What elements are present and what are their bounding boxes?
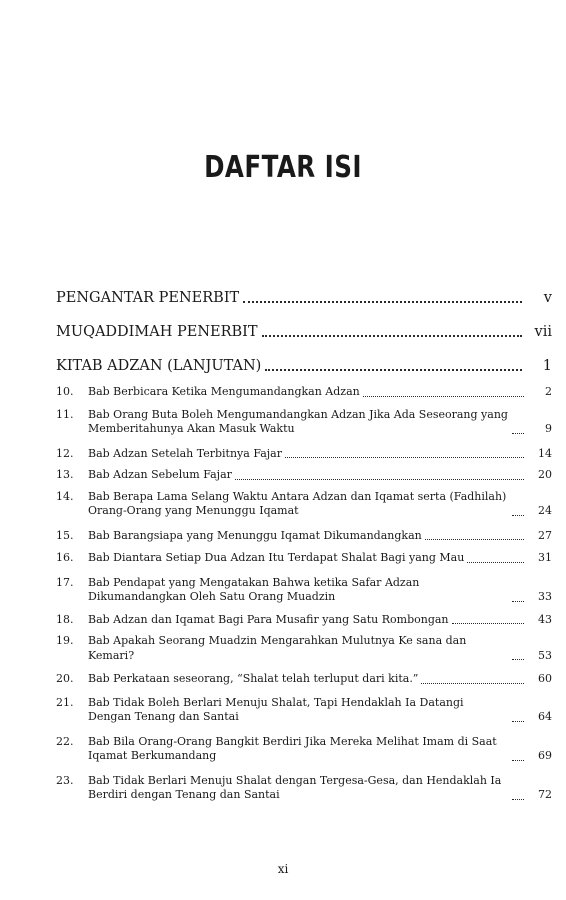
dot-leader [235, 478, 524, 480]
entry-title: Bab Adzan Setelah Terbitnya Fajar [88, 446, 282, 460]
dot-leader [262, 334, 522, 337]
toc-entry [56, 447, 552, 462]
dot-leader [512, 600, 524, 602]
entry-title: Bab Bila Orang-Orang Bangkit Berdiri Jika Mereka Melihat Imam di Saat Iqamat Berkumandang [88, 734, 497, 762]
entry-number: 23. [56, 773, 74, 787]
dot-leader [467, 561, 524, 563]
toc-entry [56, 735, 552, 764]
major-entries [56, 273, 552, 375]
entry-number: 18. [56, 612, 74, 626]
entry-number: 15. [56, 528, 74, 542]
entry-page-number: 24 [538, 504, 552, 517]
toc-entry [56, 385, 552, 400]
entry-title: Bab Pendapat yang Mengatakan Bahwa ketika Safar Adzan Dikumandangkan Oleh Satu Orang Muadzin [88, 575, 420, 603]
toc-major-entry [56, 307, 552, 341]
entry-title: Bab Perkataan seseorang, “Shalat telah terluput dari kita.” [88, 672, 419, 685]
entry-number: 11. [56, 407, 74, 421]
entry-number: 12. [56, 446, 74, 460]
entry-page-number: 27 [538, 528, 552, 542]
entry-title: Bab Berapa Lama Selang Waktu Antara Adzan dan Iqamat serta (Fadhilah) Orang-Orang yang Menunggu Iqamat [88, 489, 507, 517]
entry-page-number: 64 [538, 710, 552, 723]
entry-number: 19. [56, 634, 74, 647]
dot-leader [243, 300, 522, 303]
toc-entry [56, 696, 552, 725]
footer-page-number: xi [277, 862, 289, 876]
entry-page-number: 33 [538, 590, 552, 603]
entry-page-number: 53 [538, 648, 552, 662]
dot-leader [512, 759, 524, 761]
entry-title: Bab Adzan dan Iqamat Bagi Para Musafir yang Satu Rombongan [88, 612, 449, 626]
entry-page-number: 1 [542, 358, 552, 374]
entry-title: Bab Adzan Sebelum Fajar [88, 468, 232, 481]
toc-major-entry [56, 273, 552, 307]
toc-entry [56, 551, 552, 566]
entry-page-number: vii [534, 324, 552, 340]
dot-leader [512, 798, 524, 800]
dot-leader [265, 368, 522, 371]
entry-number: 13. [56, 468, 74, 481]
entry-title: Bab Apakah Seorang Muadzin Mengarahkan Mulutnya Ke sana dan Kemari? [88, 634, 467, 662]
entry-title: Bab Tidak Berlari Menuju Shalat dengan Tergesa-Gesa, dan Hendaklah Ia Berdiri dengan Tenang dan Santai [88, 773, 502, 801]
toc-entry [56, 408, 552, 437]
toc-major-entry [56, 341, 552, 375]
dot-leader [512, 432, 524, 434]
dot-leader [512, 658, 524, 660]
entry-title: MUQADDIMAH PENERBIT [56, 324, 258, 340]
entry-number: 16. [56, 551, 74, 564]
entry-page-number: 43 [538, 612, 552, 626]
dot-leader [512, 514, 524, 516]
entry-number: 20. [56, 672, 74, 685]
dot-leader [512, 720, 524, 722]
entry-number: 10. [56, 385, 74, 398]
entry-page-number: 20 [538, 468, 552, 481]
dot-leader [452, 622, 524, 624]
toc-entry [56, 634, 552, 663]
entry-number: 17. [56, 575, 74, 589]
dot-leader [285, 456, 524, 458]
entry-number: 22. [56, 734, 74, 748]
page-title: DAFTAR ISI [204, 150, 362, 185]
entry-page-number: 14 [538, 446, 552, 460]
toc-entry [56, 672, 552, 687]
toc-entry [56, 774, 552, 803]
toc-entry [56, 490, 552, 519]
entry-number: 14. [56, 489, 74, 503]
entry-title: Bab Tidak Boleh Berlari Menuju Shalat, Tapi Hendaklah Ia Datangi Dengan Tenang dan Santai [88, 695, 464, 723]
toc-entry [56, 468, 552, 483]
chapter-entries [56, 385, 552, 803]
entry-page-number: 31 [538, 551, 552, 564]
dot-leader [425, 538, 524, 540]
entry-title: KITAB ADZAN (LANJUTAN) [56, 358, 262, 374]
entry-page-number: 2 [545, 385, 552, 398]
toc-entry [56, 529, 552, 544]
entry-page-number: v [543, 290, 552, 306]
entry-page-number: 72 [538, 788, 552, 801]
entry-title: Bab Diantara Setiap Dua Adzan Itu Terdapat Shalat Bagi yang Mau [88, 551, 465, 564]
dot-leader [363, 395, 524, 397]
toc-entry [56, 613, 552, 628]
table-of-contents [56, 273, 552, 803]
entry-title: PENGANTAR PENERBIT [56, 290, 240, 306]
dot-leader [421, 682, 524, 684]
entry-page-number: 9 [545, 422, 552, 435]
entry-title: Bab Berbicara Ketika Mengumandangkan Adzan [88, 385, 360, 398]
entry-title: Bab Barangsiapa yang Menunggu Iqamat Dikumandangkan [88, 528, 422, 542]
entry-title: Bab Orang Buta Boleh Mengumandangkan Adzan Jika Ada Seseorang yang Memberitahunya Akan Masuk Waktu [88, 407, 508, 435]
toc-entry [56, 576, 552, 605]
entry-page-number: 60 [538, 672, 552, 685]
entry-number: 21. [56, 695, 74, 709]
entry-page-number: 69 [538, 749, 552, 762]
